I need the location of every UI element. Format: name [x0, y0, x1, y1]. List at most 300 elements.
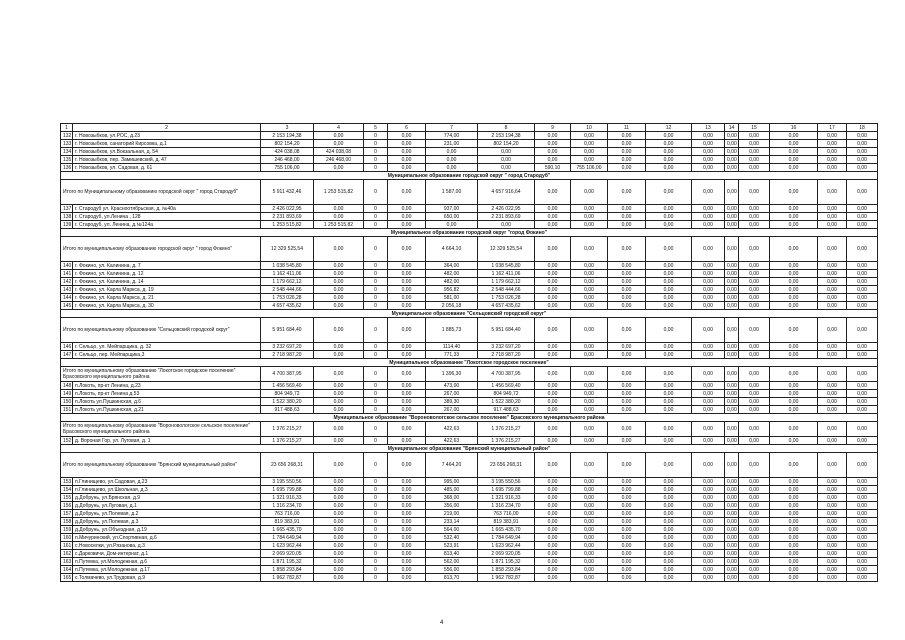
value-cell: 0: [364, 518, 388, 526]
subtotal-cell: 0,00: [725, 453, 739, 478]
value-cell: 0,00: [426, 148, 478, 156]
value-cell: 0,00: [535, 213, 571, 221]
value-cell: 422,63: [426, 437, 478, 445]
value-cell: 0,00: [314, 437, 364, 445]
value-cell: 0,00: [847, 302, 878, 310]
value-cell: 0,00: [608, 294, 646, 302]
value-cell: 0,00: [646, 534, 692, 542]
value-cell: 0,00: [739, 132, 770, 140]
value-cell: 0,00: [770, 132, 818, 140]
table-row: [61, 286, 878, 294]
value-cell: 0,00: [847, 294, 878, 302]
value-cell: 0,00: [739, 558, 770, 566]
value-cell: 0,00: [535, 262, 571, 270]
table-row: [61, 437, 878, 445]
value-cell: 0,00: [739, 478, 770, 486]
value-cell: 0,00: [692, 302, 725, 310]
value-cell: 0,00: [725, 406, 739, 414]
value-cell: 1 316 234,70: [261, 502, 314, 510]
value-cell: 0,00: [571, 213, 608, 221]
value-cell: 1 376 215,27: [478, 437, 535, 445]
address-cell: д.Добрунь, ул.Брянская, д.9: [73, 494, 261, 502]
subtotal-cell: 5 951 684,40: [478, 318, 535, 343]
subtotal-cell: 0,00: [608, 422, 646, 437]
value-cell: 0,00: [535, 542, 571, 550]
address-cell: г. Фокино, ул. Калинина, д. 12: [73, 270, 261, 278]
value-cell: 0,00: [535, 566, 571, 574]
value-cell: 0,00: [725, 140, 739, 148]
value-cell: 0,00: [770, 205, 818, 213]
section-heading: Муниципальное образование "Локотское городское поселение": [61, 359, 878, 367]
subtotal-cell: 4 700 387,95: [478, 367, 535, 382]
subtotal-cell: 12 329 525,54: [261, 237, 314, 262]
value-cell: 0,00: [314, 486, 364, 494]
address-cell: г. Фокино, ул. Карла Маркса, д. 19: [73, 286, 261, 294]
section-heading-row: [61, 359, 878, 367]
table-row: [61, 390, 878, 398]
value-cell: 0,00: [770, 286, 818, 294]
subtotal-cell: 0,00: [608, 180, 646, 205]
row-number-cell: 165: [61, 574, 73, 582]
value-cell: 0,00: [725, 262, 739, 270]
value-cell: 0,00: [314, 502, 364, 510]
value-cell: 0: [364, 140, 388, 148]
value-cell: 0,00: [739, 270, 770, 278]
value-cell: 0,00: [692, 486, 725, 494]
address-cell: п.Путевка, ул.Молодежная, д.6: [73, 558, 261, 566]
value-cell: 0,00: [388, 526, 426, 534]
value-cell: 0,00: [314, 398, 364, 406]
value-cell: 0,00: [818, 526, 847, 534]
value-cell: 0,00: [692, 164, 725, 172]
value-cell: 0,00: [608, 221, 646, 229]
value-cell: 0,00: [388, 156, 426, 164]
subtotal-cell: 0,00: [388, 180, 426, 205]
value-cell: 804 949,72: [261, 390, 314, 398]
value-cell: 0,00: [739, 278, 770, 286]
value-cell: 0,00: [608, 486, 646, 494]
table-row: [61, 140, 878, 148]
value-cell: 0,00: [847, 270, 878, 278]
value-cell: 0: [364, 502, 388, 510]
column-number-cell: 8: [478, 124, 535, 132]
value-cell: 0,00: [388, 566, 426, 574]
table-row: [61, 550, 878, 558]
value-cell: 813,70: [426, 574, 478, 582]
value-cell: 2 548 444,66: [478, 286, 535, 294]
value-cell: 0,00: [535, 302, 571, 310]
table-row: [61, 221, 878, 229]
value-cell: 0,00: [571, 526, 608, 534]
value-cell: 1 695 799,88: [478, 486, 535, 494]
value-cell: 0,00: [388, 518, 426, 526]
row-number-cell: 143: [61, 286, 73, 294]
table-row: [61, 302, 878, 310]
address-cell: п.Путевка, ул.Молодежная, д.17: [73, 566, 261, 574]
subtotal-row: [61, 453, 878, 478]
value-cell: 0,00: [770, 278, 818, 286]
value-cell: 2 548 444,66: [261, 286, 314, 294]
value-cell: 0,00: [725, 558, 739, 566]
value-cell: 0,00: [725, 526, 739, 534]
subtotal-cell: 0,00: [739, 367, 770, 382]
subtotal-cell: 0,00: [388, 367, 426, 382]
subtotal-cell: 0,00: [571, 422, 608, 437]
value-cell: 0,00: [314, 164, 364, 172]
value-cell: 0,00: [770, 164, 818, 172]
value-cell: 0,00: [608, 302, 646, 310]
row-number-cell: 149: [61, 390, 73, 398]
value-cell: 0: [364, 148, 388, 156]
value-cell: 0,00: [739, 156, 770, 164]
value-cell: 0,00: [608, 406, 646, 414]
value-cell: 0,00: [725, 534, 739, 542]
address-cell: д.Добрунь, ул.Полевая, д.3: [73, 518, 261, 526]
value-cell: 0,00: [725, 390, 739, 398]
section-heading-row: [61, 445, 878, 453]
value-cell: 0,00: [314, 526, 364, 534]
value-cell: 0: [364, 294, 388, 302]
value-cell: 0,00: [571, 518, 608, 526]
address-cell: г. Новозыбков, ул.РОС, д.23: [73, 132, 261, 140]
row-number-cell: 139: [61, 221, 73, 229]
address-cell: д.Добрунь, ул.Луговая, д.1: [73, 502, 261, 510]
value-cell: 4 657 435,62: [478, 302, 535, 310]
value-cell: 0,00: [571, 278, 608, 286]
column-number-cell: 16: [770, 124, 818, 132]
row-number-cell: 161: [61, 542, 73, 550]
column-number-cell: 9: [535, 124, 571, 132]
address-cell: г. Стародуб, ул. Ленина, д.№124а: [73, 221, 261, 229]
table-row: [61, 478, 878, 486]
value-cell: 590,10: [535, 164, 571, 172]
subtotal-cell: 5 951 684,40: [261, 318, 314, 343]
value-cell: 0,00: [847, 164, 878, 172]
row-number-cell: 137: [61, 205, 73, 213]
value-cell: 1 871 195,32: [478, 558, 535, 566]
value-cell: 0,00: [314, 132, 364, 140]
value-cell: 0,00: [770, 437, 818, 445]
value-cell: 0,00: [770, 351, 818, 359]
value-cell: 0,00: [725, 398, 739, 406]
value-cell: 0,00: [388, 294, 426, 302]
value-cell: 0,00: [646, 286, 692, 294]
table-row: [61, 518, 878, 526]
value-cell: 917 488,63: [478, 406, 535, 414]
value-cell: 2 426 022,95: [478, 205, 535, 213]
value-cell: 0,00: [535, 278, 571, 286]
value-cell: 1 316 234,70: [478, 502, 535, 510]
subtotal-cell: 0,00: [314, 318, 364, 343]
subtotal-cell: 0: [364, 237, 388, 262]
value-cell: 0,00: [571, 140, 608, 148]
value-cell: 0,00: [725, 148, 739, 156]
value-cell: 0,00: [646, 221, 692, 229]
value-cell: 0,00: [535, 494, 571, 502]
row-number-cell: 152: [61, 437, 73, 445]
value-cell: 556,00: [426, 566, 478, 574]
value-cell: 0,00: [818, 382, 847, 390]
page-number: 4: [440, 620, 444, 626]
column-number-cell: 6: [388, 124, 426, 132]
subtotal-cell: 0,00: [692, 422, 725, 437]
value-cell: 2 069 920,05: [261, 550, 314, 558]
value-cell: 0,00: [571, 437, 608, 445]
subtotal-cell: 0,00: [818, 237, 847, 262]
value-cell: 650,00: [426, 213, 478, 221]
value-cell: 0,00: [739, 382, 770, 390]
row-number-cell: 150: [61, 398, 73, 406]
value-cell: 0,00: [818, 286, 847, 294]
row-number-cell: 141: [61, 270, 73, 278]
value-cell: 0,00: [739, 534, 770, 542]
value-cell: 0,00: [725, 278, 739, 286]
value-cell: 0,00: [314, 510, 364, 518]
value-cell: 0,00: [847, 156, 878, 164]
subtotal-cell: 0,00: [314, 367, 364, 382]
value-cell: 0,00: [571, 494, 608, 502]
value-cell: 0,00: [388, 534, 426, 542]
column-number-cell: 5: [364, 124, 388, 132]
subtotal-cell: 1 376 215,27: [478, 422, 535, 437]
value-cell: 0,00: [478, 164, 535, 172]
value-cell: 0,00: [314, 550, 364, 558]
value-cell: 0,00: [770, 486, 818, 494]
value-cell: 0,00: [847, 558, 878, 566]
value-cell: 819 383,91: [261, 518, 314, 526]
row-number-cell: 146: [61, 343, 73, 351]
value-cell: 0,00: [388, 486, 426, 494]
value-cell: 0,00: [646, 502, 692, 510]
value-cell: 0: [364, 156, 388, 164]
housing-repair-table: [60, 123, 878, 582]
table-body: [61, 132, 878, 582]
subtotal-cell: 0,00: [608, 367, 646, 382]
value-cell: 0: [364, 132, 388, 140]
column-number-cell: 2: [73, 124, 261, 132]
value-cell: 424 038,08: [261, 148, 314, 156]
value-cell: 0,00: [692, 566, 725, 574]
value-cell: 0,00: [818, 294, 847, 302]
subtotal-cell: 12 329 525,54: [478, 237, 535, 262]
value-cell: 0,00: [535, 478, 571, 486]
value-cell: 0,00: [818, 398, 847, 406]
column-number-cell: 11: [608, 124, 646, 132]
value-cell: 0,00: [646, 550, 692, 558]
value-cell: 1 753 026,28: [478, 294, 535, 302]
value-cell: 0,00: [608, 502, 646, 510]
subtotal-cell: 0,00: [571, 318, 608, 343]
subtotal-cell: 0,00: [535, 180, 571, 205]
value-cell: 0,00: [314, 382, 364, 390]
value-cell: 0,00: [535, 558, 571, 566]
row-number-cell: 159: [61, 526, 73, 534]
value-cell: 0,00: [818, 550, 847, 558]
value-cell: 0,00: [571, 382, 608, 390]
value-cell: 0,00: [426, 164, 478, 172]
value-cell: 1 623 962,44: [261, 542, 314, 550]
value-cell: 0,00: [608, 566, 646, 574]
subtotal-cell: 0,00: [818, 180, 847, 205]
value-cell: 0,00: [692, 221, 725, 229]
value-cell: 0,00: [847, 542, 878, 550]
value-cell: 0,00: [646, 478, 692, 486]
value-cell: 0,00: [739, 140, 770, 148]
value-cell: 0,00: [571, 478, 608, 486]
row-number-cell: 134: [61, 148, 73, 156]
table-row: [61, 132, 878, 140]
value-cell: 0,00: [388, 558, 426, 566]
value-cell: 2 718 987,20: [261, 351, 314, 359]
row-number-cell: 158: [61, 518, 73, 526]
value-cell: 0,00: [847, 550, 878, 558]
value-cell: 0,00: [571, 542, 608, 550]
value-cell: 0,00: [692, 406, 725, 414]
value-cell: 0,00: [847, 437, 878, 445]
value-cell: 0,00: [725, 542, 739, 550]
subtotal-cell: 0,00: [535, 318, 571, 343]
table-row: [61, 502, 878, 510]
value-cell: 0,00: [426, 156, 478, 164]
subtotal-cell: 5 911 432,46: [261, 180, 314, 205]
value-cell: 0,00: [314, 213, 364, 221]
value-cell: 0,00: [847, 148, 878, 156]
value-cell: 0,00: [608, 164, 646, 172]
value-cell: 0,00: [608, 550, 646, 558]
value-cell: 0,00: [571, 343, 608, 351]
subtotal-cell: 0,00: [646, 318, 692, 343]
section-heading: Муниципальное образование "Сельцовский городской округ": [61, 310, 878, 318]
value-cell: 0,00: [608, 382, 646, 390]
value-cell: 1 522 380,20: [478, 398, 535, 406]
value-cell: 0,00: [739, 148, 770, 156]
subtotal-cell: 0,00: [725, 180, 739, 205]
value-cell: 0,00: [646, 164, 692, 172]
value-cell: 1 871 195,32: [261, 558, 314, 566]
value-cell: 0,00: [847, 205, 878, 213]
value-cell: 1 456 569,40: [478, 382, 535, 390]
value-cell: 0,00: [692, 286, 725, 294]
address-cell: г. Сельцо, пер. Мейпарщика,3: [73, 351, 261, 359]
value-cell: 0,00: [535, 510, 571, 518]
table-row: [61, 510, 878, 518]
subtotal-row: [61, 367, 878, 382]
subtotal-cell: 0,00: [314, 422, 364, 437]
subtotal-cell: 0,00: [692, 318, 725, 343]
value-cell: 0,00: [646, 542, 692, 550]
value-cell: 1 253 515,82: [261, 221, 314, 229]
value-cell: 0,00: [725, 270, 739, 278]
value-cell: 0,00: [314, 294, 364, 302]
subtotal-cell: 7 464,20: [426, 453, 478, 478]
address-cell: п.Локоть ул.Пушкинская, д.6: [73, 398, 261, 406]
value-cell: 0,00: [571, 294, 608, 302]
subtotal-cell: 0,00: [646, 422, 692, 437]
value-cell: 771,33: [426, 351, 478, 359]
value-cell: 0: [364, 398, 388, 406]
table-row: [61, 558, 878, 566]
subtotal-cell: 0,00: [571, 367, 608, 382]
value-cell: 0,00: [847, 132, 878, 140]
value-cell: 0,00: [535, 351, 571, 359]
column-number-cell: 14: [725, 124, 739, 132]
subtotal-cell: 0,00: [770, 367, 818, 382]
value-cell: 0,00: [646, 148, 692, 156]
value-cell: 0,00: [818, 156, 847, 164]
value-cell: 0,00: [818, 478, 847, 486]
value-cell: 523,91: [426, 542, 478, 550]
column-number-cell: 3: [261, 124, 314, 132]
address-cell: г. Фокино, ул. Карла Маркса, д. 21: [73, 294, 261, 302]
table-row: [61, 156, 878, 164]
subtotal-cell: 0,00: [847, 180, 878, 205]
value-cell: 0,00: [770, 148, 818, 156]
value-cell: 0,00: [646, 526, 692, 534]
subtotal-cell: 4 664,10: [426, 237, 478, 262]
value-cell: 0,00: [646, 518, 692, 526]
value-cell: 0,00: [314, 406, 364, 414]
subtotal-cell: 0,00: [692, 180, 725, 205]
value-cell: 0,00: [725, 343, 739, 351]
subtotal-cell: 0,00: [770, 453, 818, 478]
value-cell: 0,00: [388, 390, 426, 398]
value-cell: 0,00: [388, 478, 426, 486]
value-cell: 0,00: [770, 156, 818, 164]
value-cell: 0,00: [739, 390, 770, 398]
value-cell: 0,00: [770, 574, 818, 582]
value-cell: 0,00: [770, 302, 818, 310]
value-cell: 0,00: [478, 148, 535, 156]
value-cell: 0,00: [739, 343, 770, 351]
value-cell: 0,00: [388, 502, 426, 510]
address-cell: г. Фокино, ул. Калинина, д. 14: [73, 278, 261, 286]
value-cell: 3 232 697,20: [478, 343, 535, 351]
value-cell: 0,00: [739, 502, 770, 510]
subtotal-cell: 0: [364, 367, 388, 382]
value-cell: 0,00: [725, 437, 739, 445]
value-cell: 0,00: [608, 542, 646, 550]
section-heading: Муниципальное образование "Брянский муниципальный район": [61, 445, 878, 453]
value-cell: 0,00: [571, 390, 608, 398]
value-cell: 0,00: [725, 502, 739, 510]
subtotal-cell: 0,00: [646, 367, 692, 382]
value-cell: 0,00: [646, 558, 692, 566]
value-cell: 1 162 411,06: [478, 270, 535, 278]
value-cell: 0,00: [692, 518, 725, 526]
value-cell: 0,00: [770, 270, 818, 278]
value-cell: 0,00: [388, 286, 426, 294]
subtotal-cell: 0,00: [535, 237, 571, 262]
column-number-row: [61, 124, 878, 132]
value-cell: 0,00: [725, 351, 739, 359]
address-cell: п.Мичуринский, ул.Спортивная, д.6: [73, 534, 261, 542]
value-cell: 0,00: [388, 406, 426, 414]
subtotal-cell: 0,00: [739, 453, 770, 478]
value-cell: 0,00: [571, 262, 608, 270]
row-number-cell: 138: [61, 213, 73, 221]
value-cell: 0,00: [571, 510, 608, 518]
row-number-cell: 147: [61, 351, 73, 359]
value-cell: 0,00: [571, 566, 608, 574]
value-cell: 0,00: [571, 486, 608, 494]
value-cell: 0,00: [692, 502, 725, 510]
value-cell: 0,00: [608, 205, 646, 213]
subtotal-cell: 0,00: [739, 180, 770, 205]
address-cell: г. Новозыбков, пер. Замишевский, д. 47: [73, 156, 261, 164]
value-cell: 0,00: [739, 486, 770, 494]
value-cell: 0,00: [847, 382, 878, 390]
value-cell: 0,00: [388, 132, 426, 140]
